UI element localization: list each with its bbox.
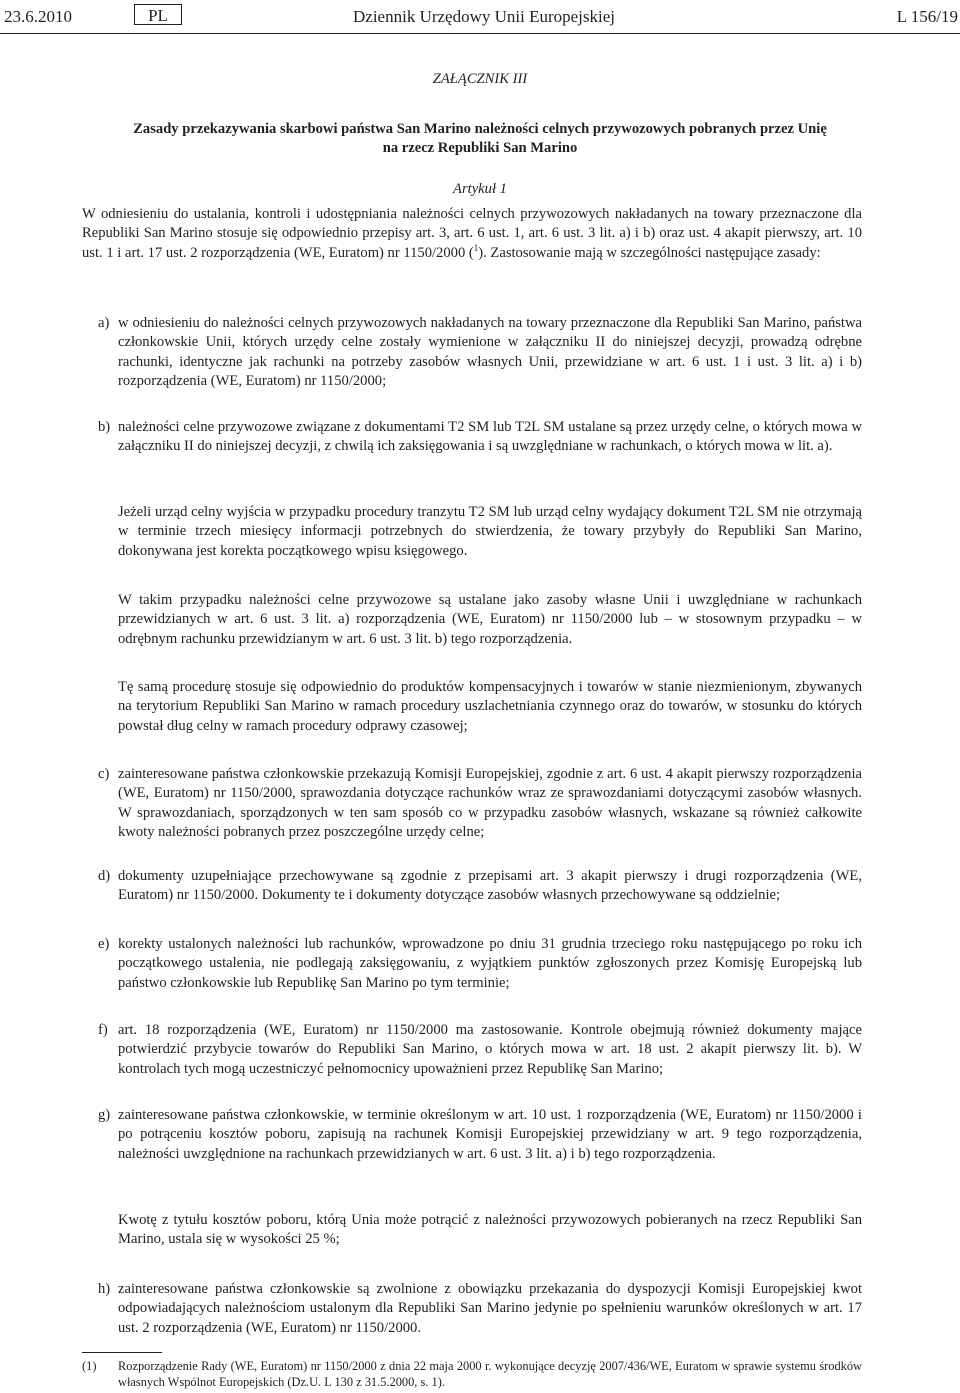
list-item-label: e) — [98, 936, 110, 952]
list-item-g — [82, 1106, 862, 1164]
annex-title: ZAŁĄCZNIK III — [432, 71, 528, 87]
list-item-text: zainteresowane państwa członkowskie przekazują Komisji Europejskiej, zgodnie z art. 6 ust. 4 akapit pierwszy rozporządzenia (WE, Euratom) nr 1150/2000, sprawozdania dotyczące rachunków wraz ze sprawozdaniami dotyczącymi zasobów własnych. W sprawozdaniach, sporządzonych w ten sam sposób co w przypadku zasobów własnych, wskazane są również całkowite kwoty należności pobranych przez poszczególne urzędy celne; — [118, 766, 862, 841]
journal-header — [0, 0, 960, 34]
document-title-line-2: na rzecz Republiki San Marino — [382, 140, 578, 157]
list-item-text: dokumenty uzupełniające przechowywane są zgodnie z przepisami art. 3 akapit pierwszy i drugi rozporządzenia (WE, Euratom) nr 1150/2000. Dokumenty te i dokumenty dotyczące zasobów własnych przechowywane są oddzielnie; — [118, 868, 862, 904]
document-title — [90, 120, 870, 159]
intro-text: W odniesieniu do ustalania, kontroli i udostępniania należności celnych przywozowych nakładanych na towary przeznaczone dla Republiki San Marino stosuje się odpowiednio przepisy art. 3, art. 6 ust. 1, art. 6 ust. 3 lit. a) i b) oraz ust. 4 akapit pierwszy, art. 10 ust. 1 i art. 17 ust. 2 rozporządzenia (WE, Euratom) nr 1150/2000 ( — [82, 206, 862, 261]
list-item-text: korekty ustalonych należności lub rachunków, wprowadzone po dniu 31 grudnia trzeciego roku następującego po roku ich początkowego ustalenia, nie podlegają zaksięgowaniu, z wyjątkiem punktów zgłoszonych przez Komisję Europejską lub państwo członkowskie lub Republikę San Marino po tym terminie; — [118, 936, 862, 991]
list-item-label: h) — [98, 1281, 111, 1297]
list-item-label: b) — [98, 419, 111, 435]
list-item-text: należności celne przywozowe związane z dokumentami T2 SM lub T2L SM ustalane są przez urzędy celne, o których mowa w załączniku II do niniejszej decyzji, z chwilą ich zaksięgowania i są uwzględniane w rachunkach, o których mowa w lit. a). — [118, 419, 862, 455]
list-item-label: d) — [98, 868, 111, 884]
item-b-paragraph-2: W takim przypadku należności celne przywozowe są ustalane jako zasoby własne Unii i uwzględniane w rachunkach przewidzianych w art. 6 ust. 3 lit. a) rozporządzenia (WE, Euratom) nr 1150/2000 lub – w stosownym przypadku – w odrębnym rachunku przewidzianym w art. 6 ust. 3 lit. b) tego rozporządzenia. — [118, 592, 862, 647]
intro-text-end: ). Zastosowanie mają w szczególności następujące zasady: — [478, 244, 821, 261]
item-b-paragraph-1: Jeżeli urząd celny wyjścia w przypadku procedury tranzytu T2 SM lub urząd celny wydający dokument T2L SM nie otrzymają w terminie trzech miesięcy informacji potrzebnych do stwierdzenia, że towary przybyły do Republiki San Marino, dokonywana jest korekta początkowego wpisu księgowego. — [118, 504, 862, 559]
list-item-c — [82, 765, 862, 843]
journal-title: Dziennik Urzędowy Unii Europejskiej — [353, 7, 616, 26]
list-item-label: f) — [98, 1022, 108, 1038]
list-item-f — [82, 1021, 862, 1079]
article-heading: Artykuł 1 — [453, 181, 507, 197]
list-item-text: art. 18 rozporządzenia (WE, Euratom) nr 1150/2000 ma zastosowanie. Kontrole obejmują również dokumenty mające potwierdzić przybycie towarów do Republiki San Marino, o których mowa w art. 18 ust. 2 akapit pierwszy lit. b). W kontrolach tych mogą uczestniczyć pełnomocnicy upoważnieni przez Republikę San Marino; — [118, 1022, 862, 1077]
footnote-text: Rozporządzenie Rady (WE, Euratom) nr 1150/2000 z dnia 22 maja 2000 r. wykonujące decyzję 2007/436/WE, Euratom w sprawie systemu środków własnych Wspólnot Europejskich (Dz.U. L 130 z 31.5.2000, s. 1). — [118, 1359, 862, 1390]
list-item-text: zainteresowane państwa członkowskie są zwolnione z obowiązku przekazania do dyspozycji Komisji Europejskiej kwot odpowiadających należnościom ustalonym dla Republiki San Marino jedynie po spełnieniu warunków określonych w art. 17 ust. 2 rozporządzenia (WE, Euratom) nr 1150/2000. — [118, 1281, 862, 1336]
item-g-paragraph-1: Kwotę z tytułu kosztów poboru, którą Unia może potrącić z należności przywozowych pobieranych na rzecz Republiki San Marino, ustala się w wysokości 25 %; — [118, 1212, 862, 1248]
intro-paragraph — [82, 205, 862, 263]
list-item-h — [82, 1280, 862, 1338]
publication-date: 23.6.2010 — [4, 7, 72, 26]
footnote-divider — [82, 1352, 162, 1353]
document-title-line-1: Zasady przekazywania skarbowi państwa San Marino należności celnych przywozowych pobranych przez Unię — [133, 121, 827, 137]
list-item-b — [82, 418, 862, 457]
footnote-label: (1) — [82, 1359, 97, 1373]
page-reference: L 156/19 — [896, 7, 958, 26]
list-item-label: a) — [98, 315, 110, 331]
list-item-d — [82, 867, 862, 906]
footnote — [82, 1358, 862, 1391]
list-item-a — [82, 314, 862, 392]
item-b-paragraph-3: Tę samą procedurę stosuje się odpowiednio do produktów kompensacyjnych i towarów w stanie niezmienionym, zbywanych na terytorium Republiki San Marino w ramach procedury uszlachetniania czynnego oraz do towarów, w stosunku do których powstał dług celny w ramach procedury odprawy czasowej; — [118, 679, 862, 734]
list-item-text: zainteresowane państwa członkowskie, w terminie określonym w art. 10 ust. 1 rozporządzenia (WE, Euratom) nr 1150/2000 i po potrąceniu kosztów poboru, zapisują na rachunek Komisji Europejskiej przewidziany w art. 9 tego rozporządzenia, należności uwzględnione na rachunkach przewidzianych w art. 6 ust. 3 lit. a) i b) tego rozporządzenia. — [118, 1107, 862, 1162]
list-item-label: c) — [98, 766, 110, 782]
list-item-text: w odniesieniu do należności celnych przywozowych nakładanych na towary przeznaczone dla Republiki San Marino, państwa członkowskie Unii, których urzędy celne zostały wymienione w załączniku II do niniejszej decyzji, prowadzą odrębne rachunki, identyczne jak rachunki na potrzeby zasobów własnych Unii, przewidziane w art. 6 ust. 1 i ust. 3 lit. a) i b) rozporządzenia (WE, Euratom) nr 1150/2000; — [118, 315, 862, 390]
list-item-e — [82, 935, 862, 993]
list-item-label: g) — [98, 1107, 111, 1123]
footnote-reference: 1 — [473, 242, 479, 253]
language-code-box: PL — [134, 4, 182, 25]
